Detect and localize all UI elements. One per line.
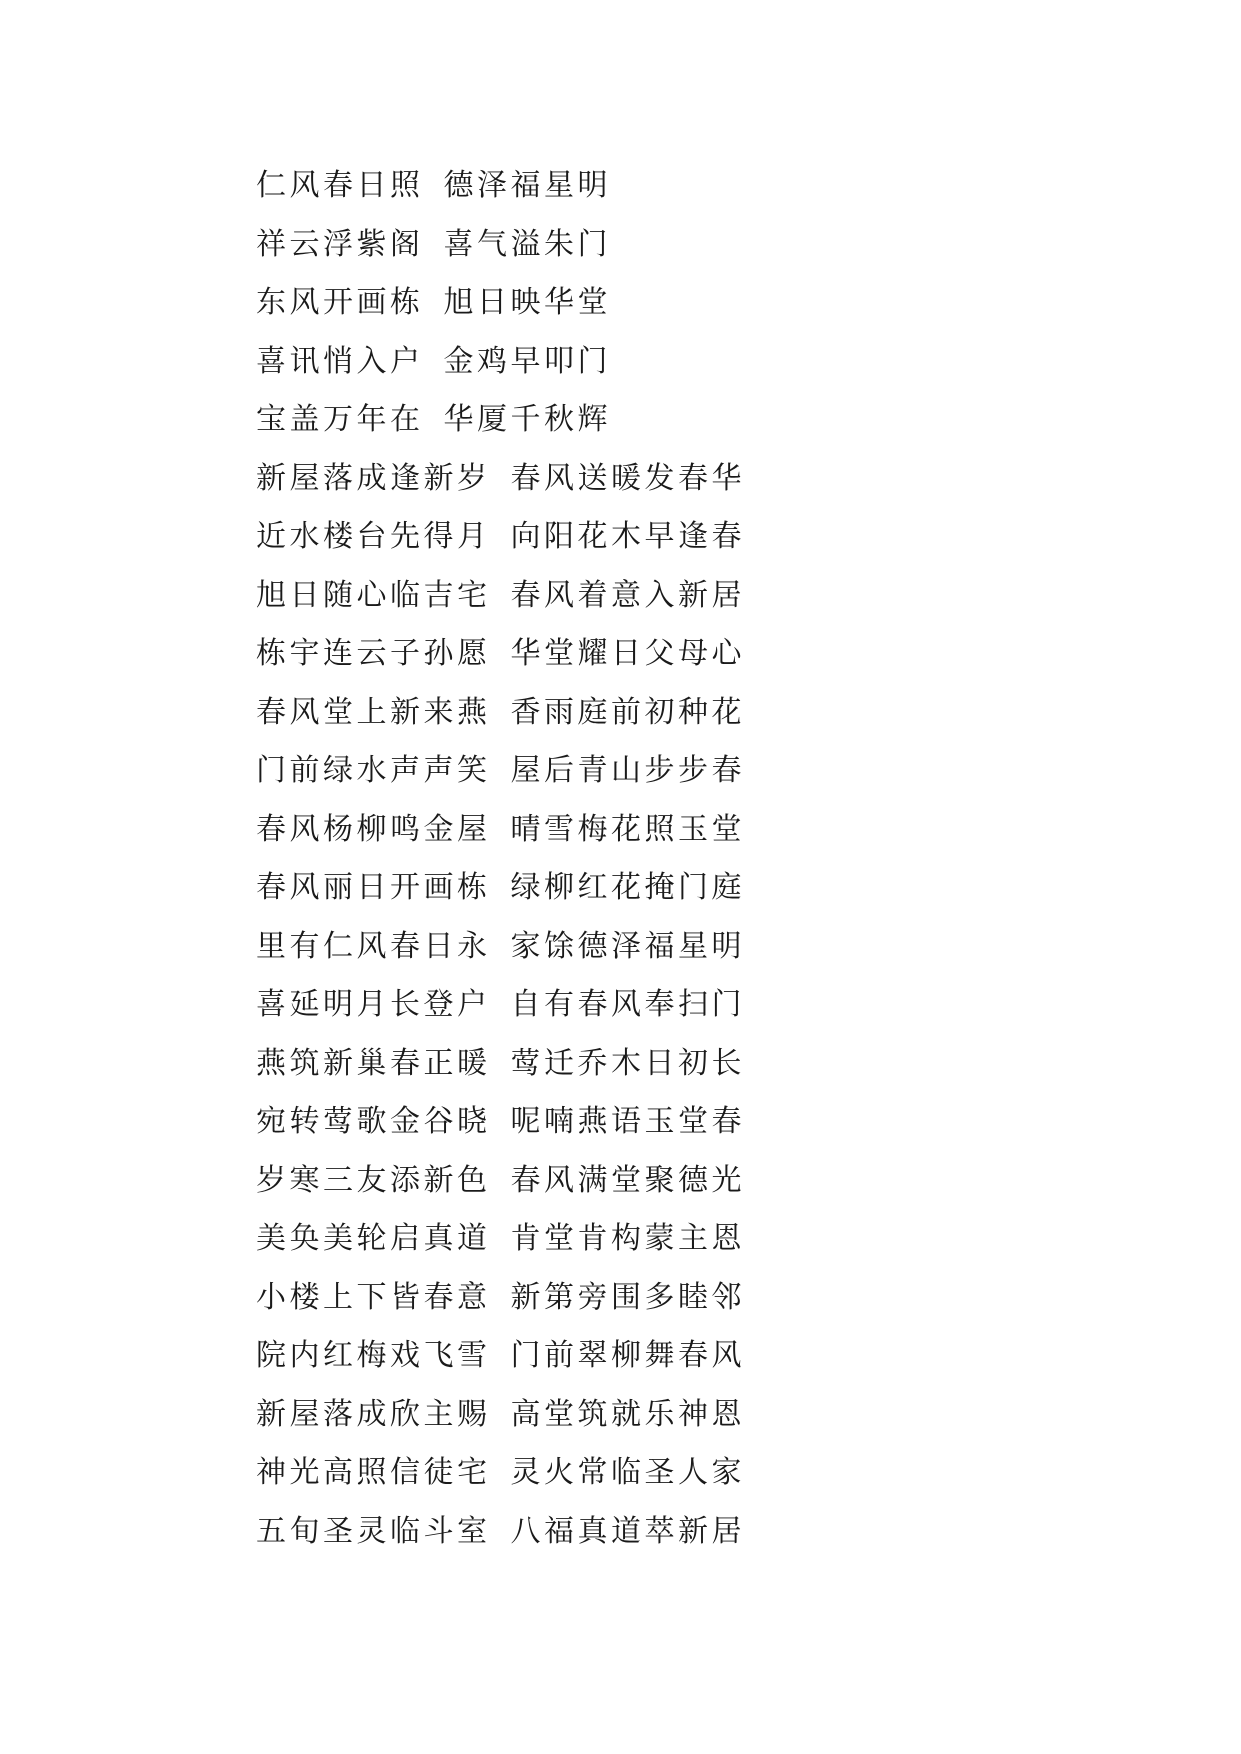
couplet-first-half: 宝盖万年在 xyxy=(256,402,424,437)
couplet-first-half: 喜讯悄入户 xyxy=(256,343,424,379)
couplet-second-half: 春风满堂聚德光 xyxy=(510,1162,745,1198)
couplet-first-half: 新屋落成逢新岁 xyxy=(256,460,491,496)
couplet-first-half: 栋宇连云子孙愿 xyxy=(256,636,491,671)
couplet-line xyxy=(256,1210,745,1269)
couplet-second-half: 晴雪梅花照玉堂 xyxy=(510,811,745,847)
couplet-second-half: 春风送暖发春华 xyxy=(510,460,745,496)
couplet-first-half: 新屋落成欣主赐 xyxy=(256,1396,491,1432)
couplet-line xyxy=(256,1503,745,1562)
couplet-line xyxy=(256,625,745,684)
couplet-first-half: 春风丽日开画栋 xyxy=(256,870,491,905)
couplet-second-half: 德泽福星明 xyxy=(443,168,611,203)
couplet-second-half: 喜气溢朱门 xyxy=(443,226,611,262)
couplet-first-half: 喜延明月长登户 xyxy=(256,987,491,1022)
couplet-second-half: 门前翠柳舞春风 xyxy=(510,1338,745,1373)
couplet-line xyxy=(256,508,745,567)
couplet-line xyxy=(256,1444,745,1503)
couplet-line xyxy=(256,216,745,275)
couplet-second-half: 新第旁围多睦邻 xyxy=(510,1279,745,1315)
couplet-line xyxy=(256,1093,745,1152)
couplet-line xyxy=(256,1327,745,1386)
couplet-first-half: 旭日随心临吉宅 xyxy=(256,577,491,613)
couplet-line xyxy=(256,742,745,801)
couplet-first-half: 东风开画栋 xyxy=(256,285,424,320)
couplet-line xyxy=(256,976,745,1035)
couplet-second-half: 呢喃燕语玉堂春 xyxy=(510,1104,745,1139)
couplet-line xyxy=(256,157,745,216)
couplet-first-half: 燕筑新巢春正暖 xyxy=(256,1045,491,1081)
couplet-line xyxy=(256,567,745,626)
couplet-line xyxy=(256,1386,745,1445)
couplet-second-half: 旭日映华堂 xyxy=(443,285,611,320)
couplet-line xyxy=(256,450,745,509)
couplet-first-half: 小楼上下皆春意 xyxy=(256,1279,491,1315)
couplet-first-half: 岁寒三友添新色 xyxy=(256,1162,491,1198)
couplet-line xyxy=(256,274,745,333)
couplet-second-half: 向阳花木早逢春 xyxy=(510,519,745,554)
couplet-first-half: 仁风春日照 xyxy=(256,168,424,203)
couplet-line xyxy=(256,801,745,860)
couplet-second-half: 自有春风奉扫门 xyxy=(510,987,745,1022)
couplet-first-half: 春风堂上新来燕 xyxy=(256,694,491,730)
couplet-second-half: 家馀德泽福星明 xyxy=(510,928,745,964)
couplet-list xyxy=(256,157,745,1561)
couplet-first-half: 春风杨柳鸣金屋 xyxy=(256,811,491,847)
couplet-first-half: 五旬圣灵临斗室 xyxy=(256,1513,491,1549)
couplet-first-half: 宛转莺歌金谷晓 xyxy=(256,1104,491,1139)
couplet-first-half: 近水楼台先得月 xyxy=(256,519,491,554)
couplet-second-half: 灵火常临圣人家 xyxy=(510,1455,745,1490)
couplet-second-half: 莺迁乔木日初长 xyxy=(510,1045,745,1081)
couplet-second-half: 高堂筑就乐神恩 xyxy=(510,1396,745,1432)
couplet-first-half: 祥云浮紫阁 xyxy=(256,226,424,262)
couplet-second-half: 肯堂肯构蒙主恩 xyxy=(510,1221,745,1256)
couplet-line xyxy=(256,391,745,450)
couplet-second-half: 八福真道萃新居 xyxy=(510,1513,745,1549)
couplet-first-half: 门前绿水声声笑 xyxy=(256,753,491,788)
couplet-second-half: 华堂耀日父母心 xyxy=(510,636,745,671)
couplet-first-half: 神光高照信徒宅 xyxy=(256,1455,491,1490)
couplet-second-half: 香雨庭前初种花 xyxy=(510,694,745,730)
couplet-line xyxy=(256,918,745,977)
couplet-line xyxy=(256,859,745,918)
couplet-second-half: 屋后青山步步春 xyxy=(510,753,745,788)
couplet-line xyxy=(256,1152,745,1211)
couplet-line xyxy=(256,1035,745,1094)
couplet-first-half: 里有仁风春日永 xyxy=(256,928,491,964)
couplet-second-half: 华厦千秋辉 xyxy=(443,402,611,437)
couplet-second-half: 绿柳红花掩门庭 xyxy=(510,870,745,905)
couplet-first-half: 美奂美轮启真道 xyxy=(256,1221,491,1256)
couplet-line xyxy=(256,333,745,392)
couplet-second-half: 春风着意入新居 xyxy=(510,577,745,613)
couplet-first-half: 院内红梅戏飞雪 xyxy=(256,1338,491,1373)
couplet-line xyxy=(256,1269,745,1328)
couplet-line xyxy=(256,684,745,743)
couplet-second-half: 金鸡早叩门 xyxy=(443,343,611,379)
